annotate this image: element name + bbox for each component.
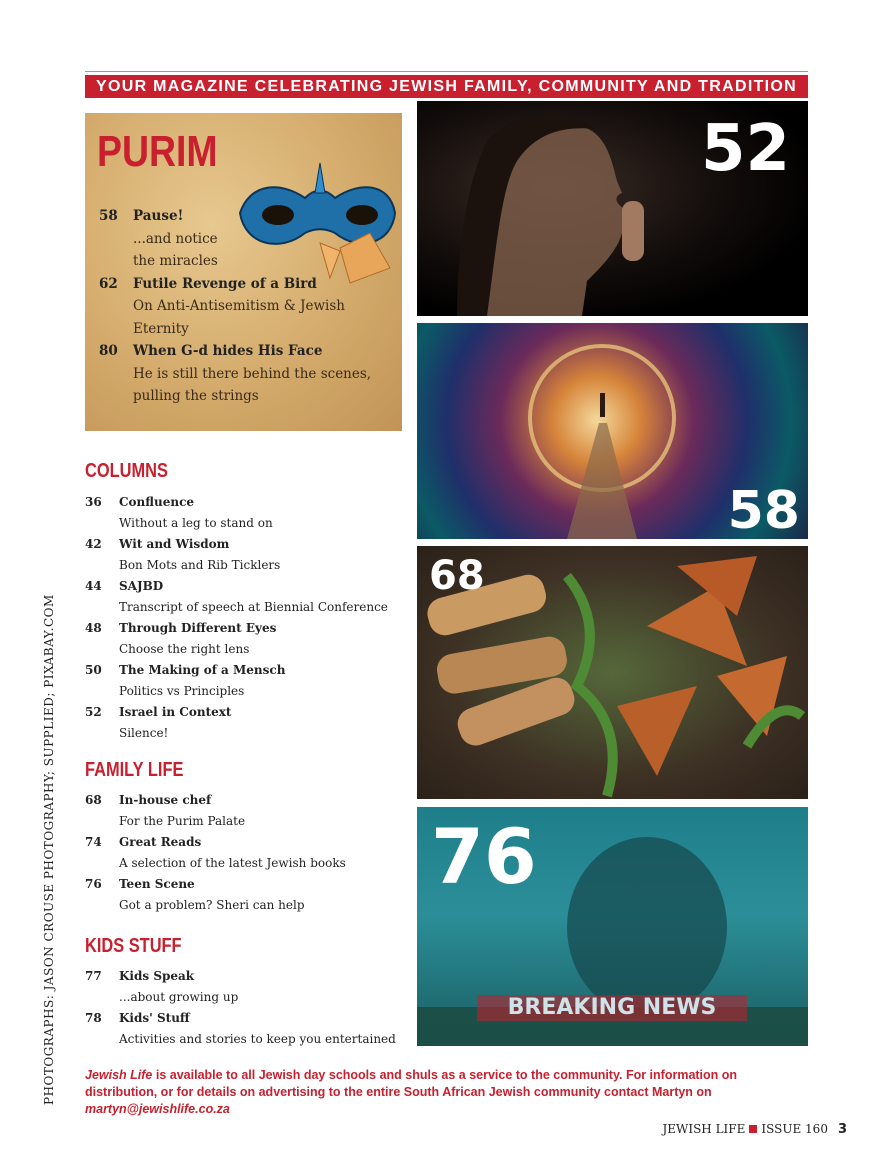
top-rule <box>85 71 808 72</box>
list-item[interactable] <box>85 618 405 660</box>
article-desc: Eternity <box>133 320 189 337</box>
article-desc: Politics vs Principles <box>119 684 245 698</box>
article-desc: Silence! <box>119 726 169 740</box>
family-life-list <box>85 790 405 916</box>
list-item[interactable] <box>85 660 405 702</box>
page-number: 74 <box>85 835 102 849</box>
article-desc: Choose the right lens <box>119 642 250 656</box>
list-item[interactable] <box>85 874 405 916</box>
article-desc: ...and notice <box>133 230 218 247</box>
photo-58[interactable] <box>417 323 808 539</box>
magazine-name: JEWISH LIFE <box>662 1122 746 1136</box>
article-desc: Bon Mots and Rib Ticklers <box>119 558 281 572</box>
article-title: SAJBD <box>119 579 164 593</box>
columns-list <box>85 492 405 744</box>
article-title: When G-d hides His Face <box>133 343 323 359</box>
article-title: Israel in Context <box>119 705 232 719</box>
page-number: 58 <box>99 208 118 224</box>
article-title: The Making of a Mensch <box>119 663 286 677</box>
page-number-58: 58 <box>727 481 800 539</box>
page-number: 68 <box>85 793 102 807</box>
page-number: 50 <box>85 663 102 677</box>
article-title: Teen Scene <box>119 877 195 891</box>
article-desc: Activities and stories to keep you entertained <box>119 1032 396 1046</box>
distribution-text: is available to all Jewish day schools and shuls as a service to the community. For information on distribution, or for details on advertising to the entire South African Jewish community contact Martyn on <box>85 1068 738 1099</box>
page-number-76: 76 <box>431 812 537 901</box>
photo-credit: PHOTOGRAPHS: JASON CROUSE PHOTOGRAPHY; SUPPLIED; PIXABAY.COM <box>42 594 56 1105</box>
page-number: 80 <box>99 343 118 359</box>
page-number: 52 <box>85 705 102 719</box>
list-item[interactable] <box>85 492 405 534</box>
article-title: Wit and Wisdom <box>119 537 230 551</box>
page-number: 48 <box>85 621 102 635</box>
page-number-68: 68 <box>429 553 485 599</box>
family-life-heading: FAMILY LIFE <box>85 759 184 781</box>
columns-heading: COLUMNS <box>85 460 168 482</box>
article-desc: A selection of the latest Jewish books <box>119 856 346 870</box>
list-item[interactable] <box>85 966 405 1008</box>
red-square-icon <box>749 1125 757 1133</box>
issue-number: ISSUE 160 <box>761 1122 828 1136</box>
purim-feature-box <box>85 113 402 431</box>
contact-email-link[interactable]: martyn@jewishlife.co.za <box>85 1102 230 1116</box>
page-number: 3 <box>837 1122 847 1137</box>
kids-stuff-heading: KIDS STUFF <box>85 935 182 957</box>
article-title: Kids Speak <box>119 969 195 983</box>
purim-title: PURIM <box>97 127 218 176</box>
list-item[interactable] <box>85 534 405 576</box>
list-item[interactable] <box>85 702 405 744</box>
page-number: 42 <box>85 537 102 551</box>
article-desc: He is still there behind the scenes, <box>133 365 372 382</box>
article-desc: Transcript of speech at Biennial Conference <box>119 600 388 614</box>
page-number: 78 <box>85 1011 102 1025</box>
list-item[interactable] <box>99 340 389 408</box>
list-item[interactable] <box>85 832 405 874</box>
article-title: Confluence <box>119 495 195 509</box>
article-title: Through Different Eyes <box>119 621 277 635</box>
article-desc: pulling the strings <box>133 388 259 404</box>
article-title: Pause! <box>133 208 184 224</box>
page-number: 76 <box>85 877 102 891</box>
list-item[interactable] <box>85 576 405 618</box>
page-number: 36 <box>85 495 102 509</box>
article-desc: On Anti-Antisemitism & Jewish <box>133 298 345 314</box>
breaking-news-bar <box>477 995 747 1021</box>
list-item[interactable] <box>85 790 405 832</box>
article-desc: ...about growing up <box>119 990 239 1004</box>
article-title: In-house chef <box>119 793 212 807</box>
list-item[interactable] <box>85 1008 405 1050</box>
photo-52[interactable] <box>417 101 808 316</box>
article-desc: the miracles <box>133 253 218 269</box>
article-title: Futile Revenge of a Bird <box>133 275 317 292</box>
article-desc: Got a problem? Sheri can help <box>119 898 305 912</box>
tagline-banner: YOUR MAGAZINE CELEBRATING JEWISH FAMILY, COMMUNITY AND TRADITION <box>85 75 808 98</box>
photo-76[interactable] <box>417 807 808 1046</box>
distribution-note <box>85 1067 805 1118</box>
photo-68[interactable] <box>417 546 808 799</box>
list-item[interactable] <box>99 273 389 341</box>
kids-stuff-list <box>85 966 405 1050</box>
breaking-news-label: BREAKING NEWS <box>507 995 717 1020</box>
brand-name: Jewish Life <box>85 1068 153 1082</box>
article-desc: Without a leg to stand on <box>119 516 273 530</box>
page-number: 77 <box>85 969 102 983</box>
article-title: Kids' Stuff <box>119 1011 190 1025</box>
folio <box>662 1122 847 1137</box>
list-item[interactable] <box>99 205 389 273</box>
page-number: 44 <box>85 579 102 593</box>
purim-entry-list <box>99 205 389 408</box>
page-number: 62 <box>99 275 118 292</box>
article-desc: For the Purim Palate <box>119 814 246 828</box>
page-number-52: 52 <box>700 112 790 186</box>
article-title: Great Reads <box>119 835 202 849</box>
